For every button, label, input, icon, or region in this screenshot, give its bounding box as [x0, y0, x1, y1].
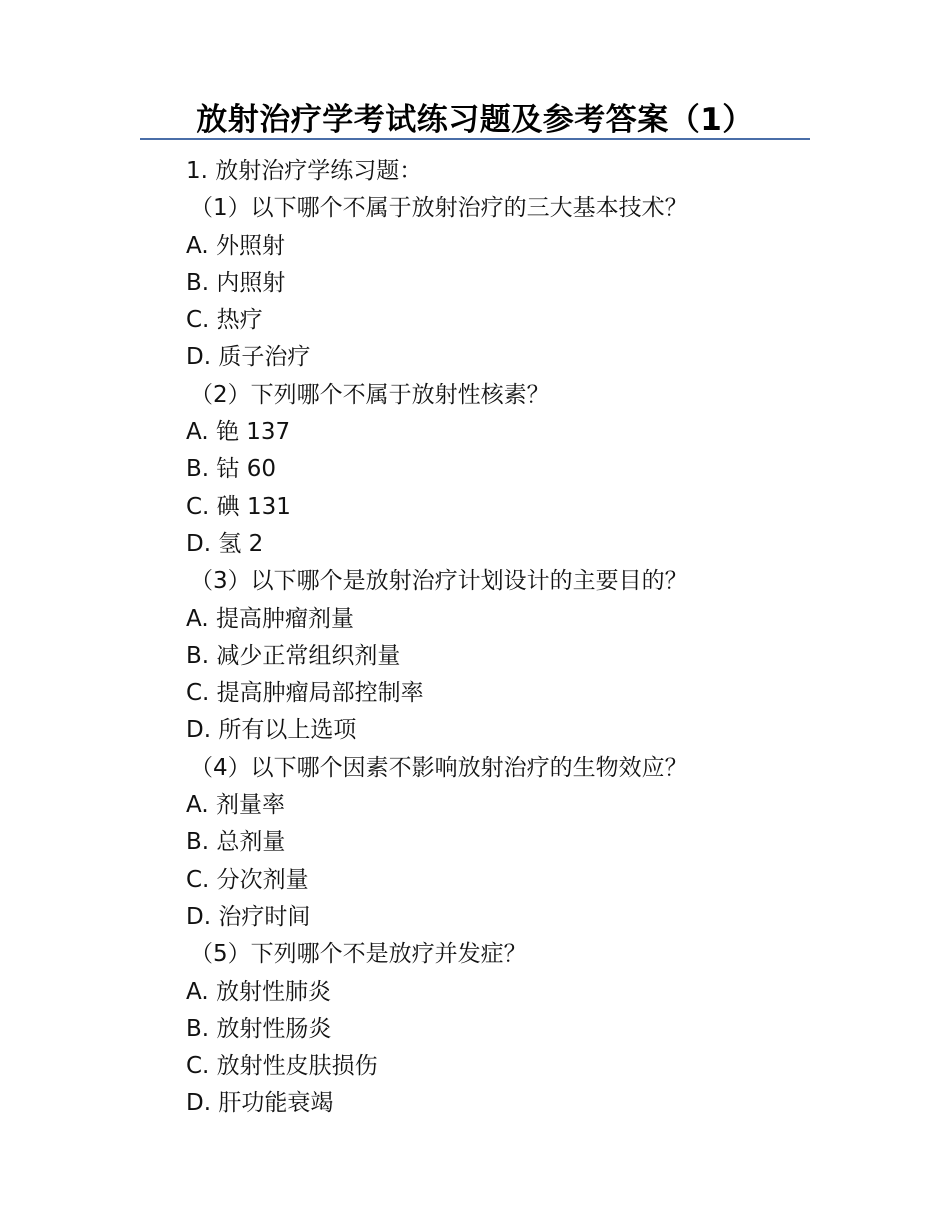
- question-block: [186, 750, 806, 936]
- answer-option: C. 热疗: [186, 307, 263, 334]
- question-stem: （2）下列哪个不属于放射性核素？: [190, 381, 550, 408]
- question-block: [186, 936, 806, 1122]
- document-title: 放射治疗学考试练习题及参考答案（1）: [196, 102, 754, 138]
- answer-option: D. 质子治疗: [186, 344, 311, 371]
- question-stem: （3）以下哪个是放射治疗计划设计的主要目的？: [190, 568, 688, 595]
- answer-option: D. 氢 2: [186, 530, 264, 557]
- answer-option: A. 放射性肺炎: [186, 978, 331, 1005]
- answer-option: B. 减少正常组织剂量: [186, 642, 401, 669]
- question-block: [186, 563, 806, 749]
- question-stem: （5）下列哪个不是放疗并发症？: [190, 941, 527, 968]
- answer-option: A. 铯 137: [186, 419, 291, 446]
- question-stem: （1）以下哪个不属于放射治疗的三大基本技术？: [190, 195, 688, 222]
- document-body: [186, 153, 806, 1123]
- answer-option: A. 剂量率: [186, 792, 285, 819]
- answer-option: B. 放射性肠炎: [186, 1015, 332, 1042]
- question-stem: （4）以下哪个因素不影响放射治疗的生物效应？: [190, 754, 688, 781]
- answer-option: B. 钴 60: [186, 456, 276, 483]
- title-underline: [140, 138, 810, 140]
- question-block: [186, 377, 806, 563]
- answer-option: A. 外照射: [186, 232, 285, 259]
- answer-option: C. 碘 131: [186, 493, 291, 520]
- answer-option: C. 分次剂量: [186, 866, 309, 893]
- answer-option: D. 治疗时间: [186, 903, 311, 930]
- answer-option: A. 提高肿瘤剂量: [186, 605, 354, 632]
- answer-option: B. 总剂量: [186, 829, 286, 856]
- answer-option: D. 所有以上选项: [186, 717, 357, 744]
- answer-option: D. 肝功能衰竭: [186, 1090, 334, 1117]
- answer-option: B. 内照射: [186, 269, 286, 296]
- answer-option: C. 提高肿瘤局部控制率: [186, 680, 424, 707]
- question-block: [186, 190, 806, 376]
- answer-option: C. 放射性皮肤损伤: [186, 1053, 378, 1080]
- section-heading: 1. 放射治疗学练习题：: [186, 158, 423, 184]
